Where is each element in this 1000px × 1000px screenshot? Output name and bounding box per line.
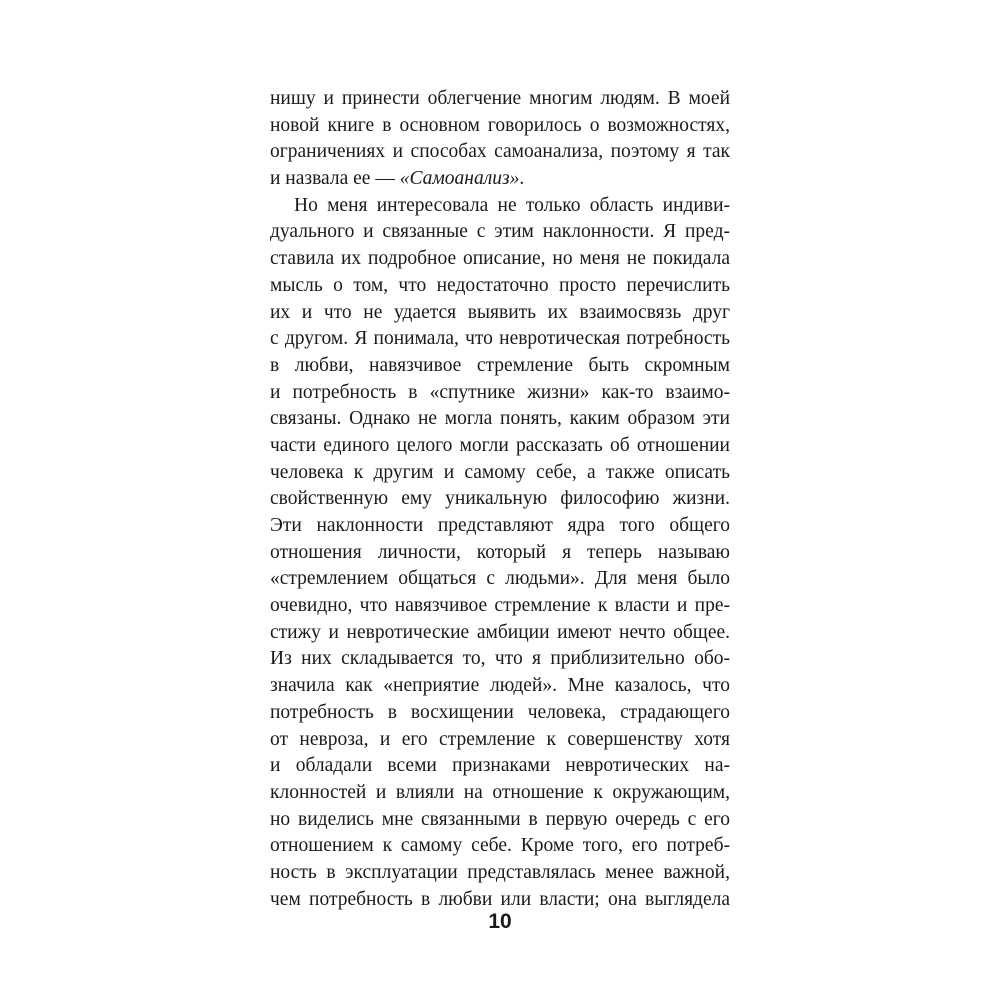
text-line: но виделись мне связанными в первую очередь с его xyxy=(270,808,730,830)
text-line: чем потребность в любви или власти; она выглядела xyxy=(270,888,730,910)
text-line: связаны. Однако не могла понять, каким образом эти xyxy=(270,408,730,430)
text-line: от невроза, и его стремление к совершенству хотя xyxy=(270,728,730,750)
text-line: «стремлением общаться с людьми». Для меня было xyxy=(270,568,730,590)
text-line: Из них складывается то, что я приблизительно обо- xyxy=(270,648,730,670)
text-line: дуального и связанные с этим наклонности. Я пред- xyxy=(270,221,730,243)
text-line: очевидно, что навязчивое стремление к власти и пре- xyxy=(270,595,730,617)
text-line: Но меня интересовала не только область индиви- xyxy=(294,194,730,216)
text-line: стижу и невротические амбиции имеют нечто общее. xyxy=(270,621,730,643)
text-line: их и что не удается выявить их взаимосвязь друг xyxy=(270,301,730,323)
text-line: ставила их подробное описание, но меня не покидала xyxy=(270,248,730,270)
text-line: потребность в восхищении человека, страдающего xyxy=(270,701,730,723)
text-line: нишу и принести облегчение многим людям. В моей xyxy=(270,88,730,109)
text-line: с другом. Я понимала, что невротическая потребность xyxy=(270,328,730,350)
text-line: Эти наклонности представляют ядра того общего xyxy=(270,515,730,536)
text-line: свойственную ему уникальную философию жизни. xyxy=(270,488,730,510)
body-text xyxy=(270,86,730,913)
text-line: ность в эксплуатации представлялась менее важной, xyxy=(270,861,730,883)
text-line: мысль о том, что недостаточно просто перечислить xyxy=(270,274,730,296)
text-fragment: и назвала ее — xyxy=(270,168,400,190)
text-line: и потребность в «спутнике жизни» как-то взаимо- xyxy=(270,381,730,403)
text-line: и обладали всеми признаками невротических на- xyxy=(270,755,730,777)
text-line xyxy=(270,166,730,193)
text-line: в любви, навязчивое стремление быть скромным xyxy=(270,354,730,376)
text-fragment: . xyxy=(519,168,525,190)
text-line: клонностей и влияли на отношение к окружающим, xyxy=(270,781,730,803)
text-line: ограничениях и способах самоанализа, поэтому я так xyxy=(270,141,730,163)
text-line: значила как «неприятие людей». Мне казалось, что xyxy=(270,675,730,697)
book-title-italic: «Самоанализ» xyxy=(399,168,520,190)
text-line: части единого целого могли рассказать об отношении xyxy=(270,434,730,456)
text-line: новой книге в основном говорилось о возможностях, xyxy=(270,114,730,136)
page-number: 10 xyxy=(488,910,512,933)
text-line: отношения личности, который я теперь называю xyxy=(270,541,730,563)
text-line: отношением к самому себе. Кроме того, его потреб- xyxy=(270,835,730,857)
text-line: человека к другим и самому себе, а также описать xyxy=(270,461,730,483)
